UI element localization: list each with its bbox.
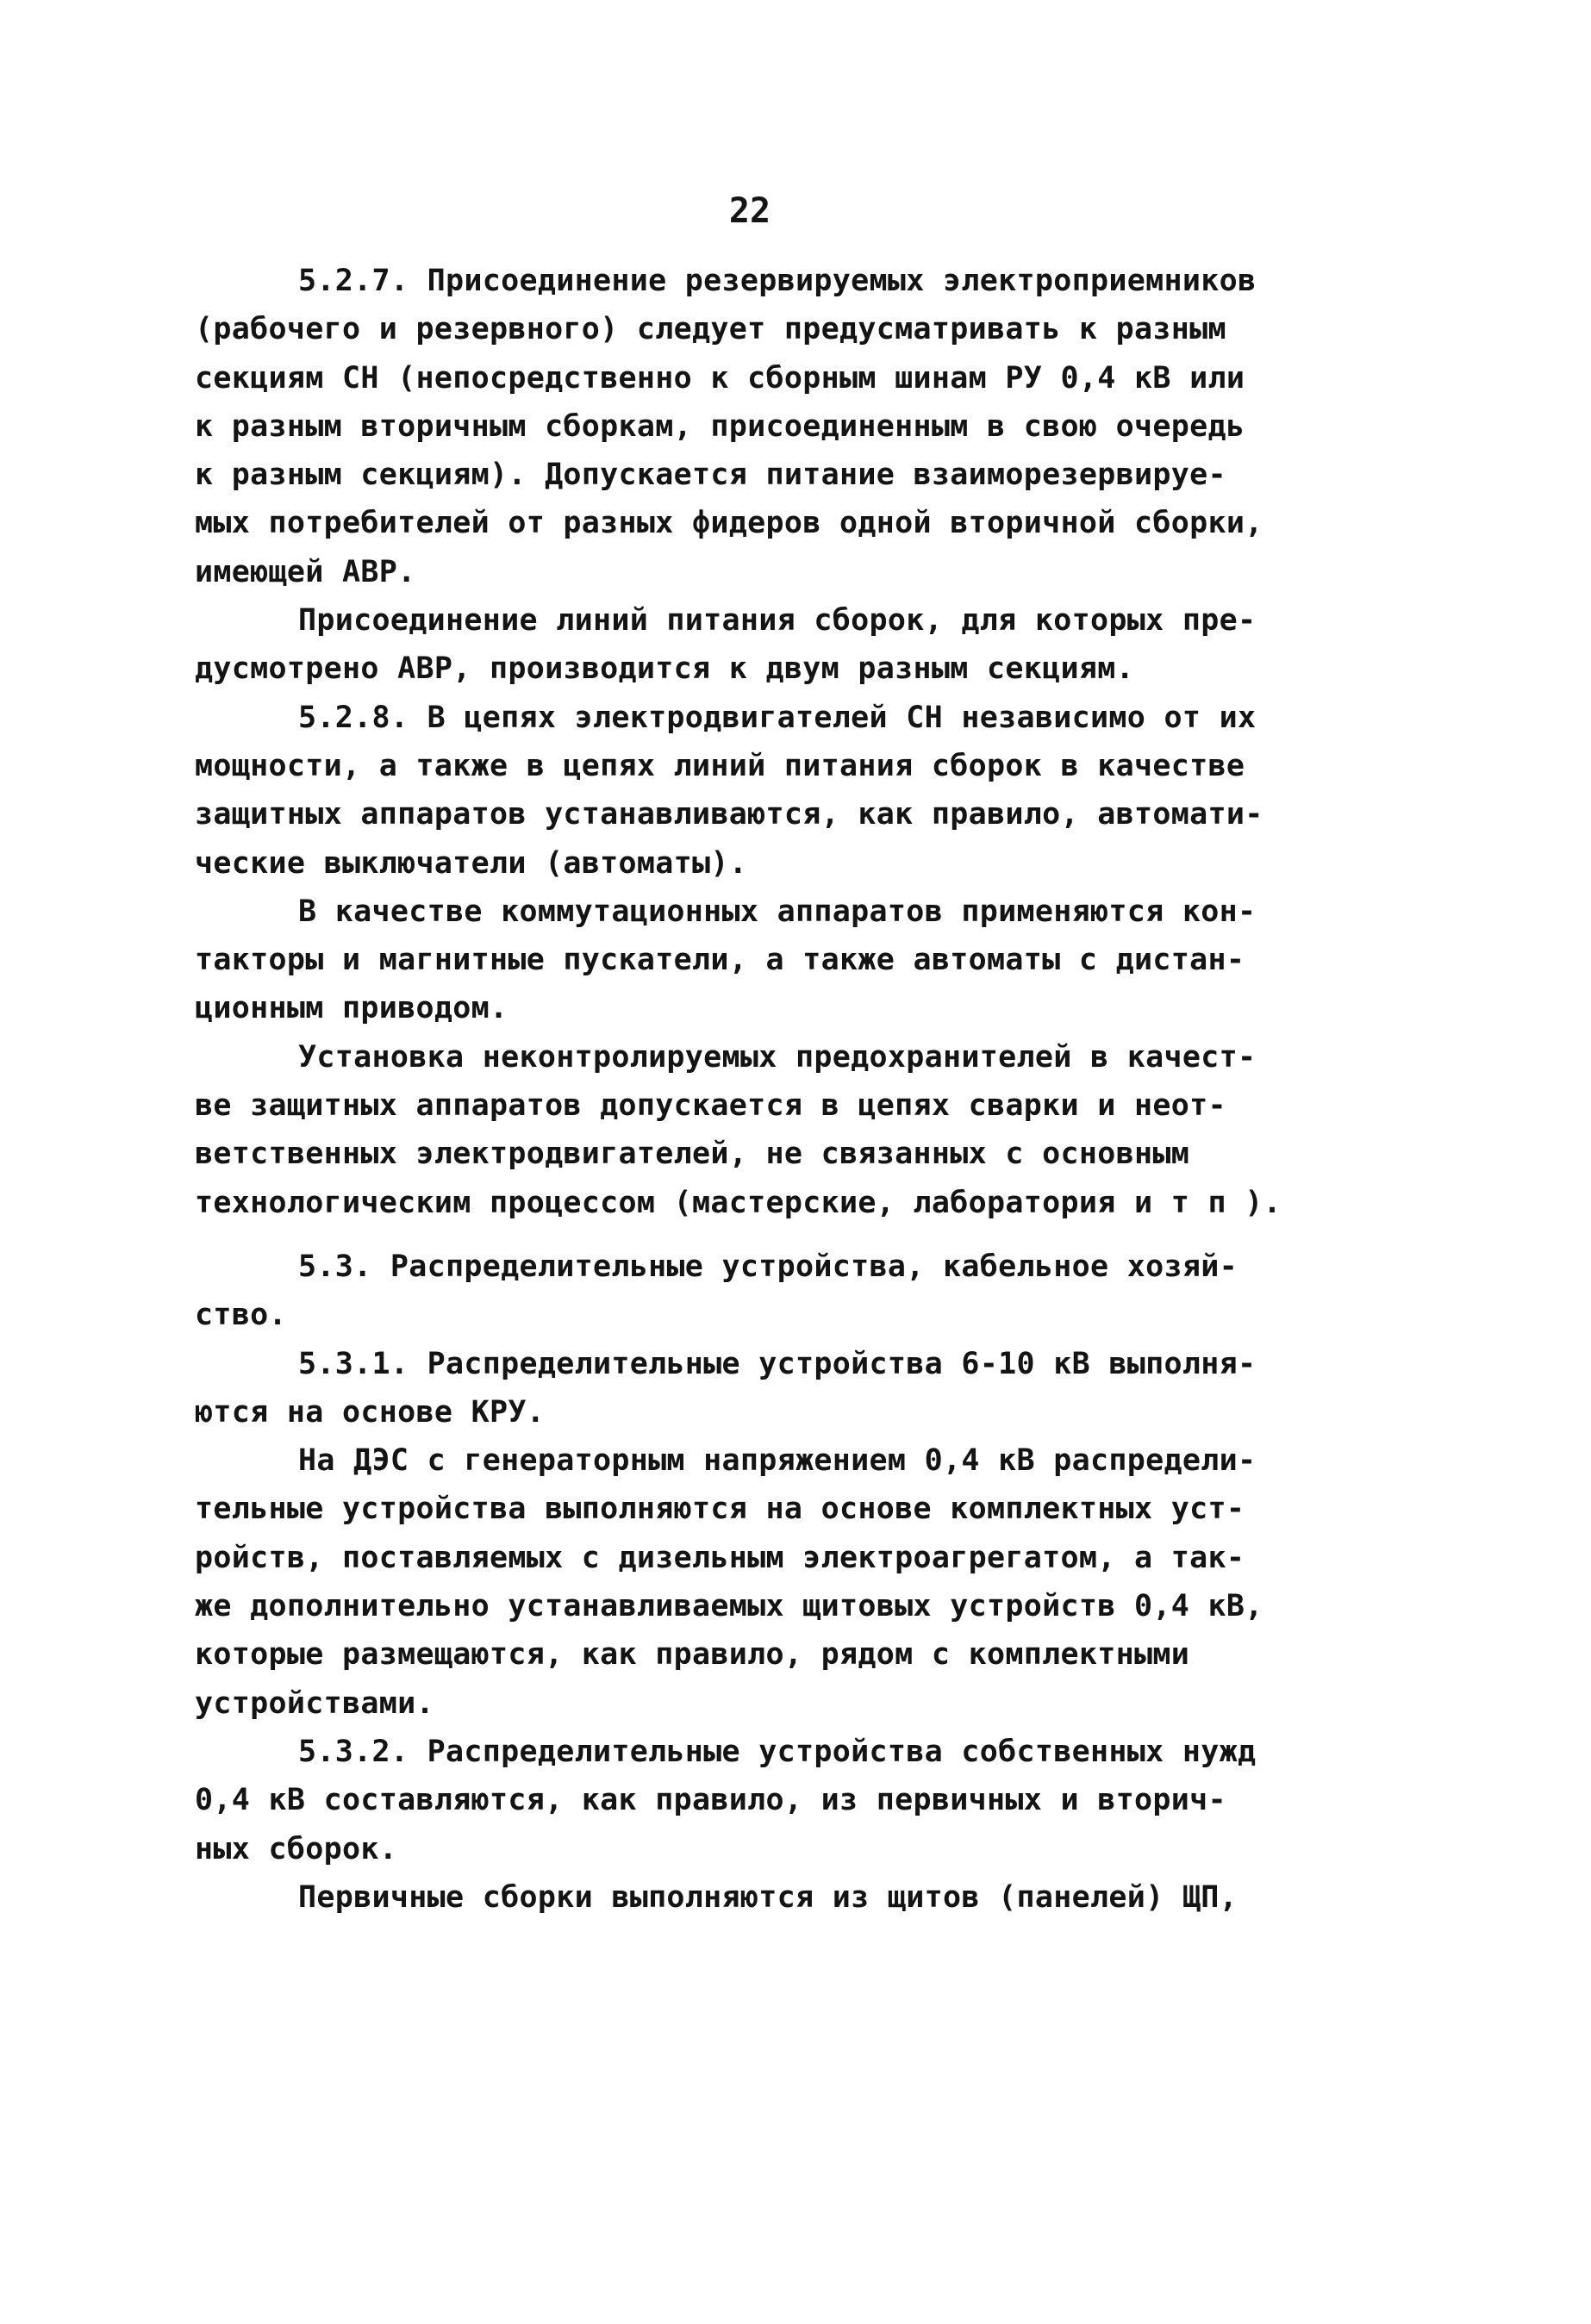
text-line: В качестве коммутационных аппаратов применяются кон- <box>298 894 1257 929</box>
text-line: к разным секциям). Допускается питание взаиморезервируе- <box>195 458 1226 493</box>
text-line: которые размещаются, как правило, рядом с комплектными <box>195 1637 1190 1673</box>
text-line: устройствами. <box>195 1685 434 1721</box>
text-line: ветственных электродвигателей, не связанных с основным <box>195 1137 1190 1172</box>
section-gap <box>195 1227 1229 1243</box>
text-line: технологическим процессом (мастерские, лаборатория и т п ). <box>195 1185 1282 1220</box>
text-line: 5.2.7. Присоединение резервируемых электроприемников <box>298 264 1257 298</box>
text-line: Первичные сборки выполняются из щитов (панелей) ЩП, <box>298 1879 1238 1915</box>
text-line: 5.2.8. В цепях электродвигателей СН независимо от их <box>298 700 1257 735</box>
text-line: мощности, а также в цепях линий питания сборок в качестве <box>195 748 1245 783</box>
text-line: ве защитных аппаратов допускается в цепях сварки и неот- <box>195 1088 1226 1124</box>
text-line: 0,4 кВ составляются, как правило, из первичных и вторич- <box>195 1783 1226 1818</box>
text-line: 5.3.2. Распределительные устройства собственных нужд <box>298 1734 1257 1769</box>
text-line: к разным вторичным сборкам, присоединенным в свою очередь <box>195 408 1245 444</box>
text-line: ческие выключатели (автоматы). <box>195 845 748 881</box>
body-text <box>195 257 1282 1922</box>
text-line: мых потребителей от разных фидеров одной вторичной сборки, <box>195 506 1263 541</box>
text-line: (рабочего и резервного) следует предусматривать к разным <box>195 312 1226 347</box>
text-line: дусмотрено АВР, производится к двум разным секциям. <box>195 651 1134 687</box>
text-line: ционным приводом. <box>195 991 508 1026</box>
text-line: имеющей АВР. <box>195 554 416 589</box>
text-line: тельные устройства выполняются на основе комплектных уст- <box>195 1492 1245 1527</box>
text-line: же дополнительно устанавливаемых щитовых устройств 0,4 кВ, <box>195 1589 1263 1624</box>
text-line: ройств, поставляемых с дизельным электроагрегатом, а так- <box>195 1540 1245 1575</box>
text-line: защитных аппаратов устанавливаются, как правило, автомати- <box>195 797 1263 832</box>
text-line: 5.3. Распределительные устройства, кабельное хозяй- <box>298 1249 1238 1284</box>
text-line: Присоединение линий питания сборок, для которых пре- <box>298 603 1257 639</box>
text-line: На ДЭС с генераторным напряжением 0,4 кВ распредели- <box>298 1443 1257 1479</box>
text-line: такторы и магнитные пускатели, а также автоматы с дистан- <box>195 943 1245 978</box>
text-line: ных сборок. <box>195 1831 398 1866</box>
text-line: ство. <box>195 1298 287 1333</box>
page-number: 22 <box>728 191 771 231</box>
text-line: ются на основе КРУ. <box>195 1394 546 1430</box>
text-line: Установка неконтролируемых предохранителей в качест- <box>298 1039 1257 1075</box>
text-line: секциям СН (непосредственно к сборным шинам РУ 0,4 кВ или <box>195 360 1245 396</box>
text-line: 5.3.1. Распределительные устройства 6-10 кВ выполня- <box>298 1346 1257 1381</box>
